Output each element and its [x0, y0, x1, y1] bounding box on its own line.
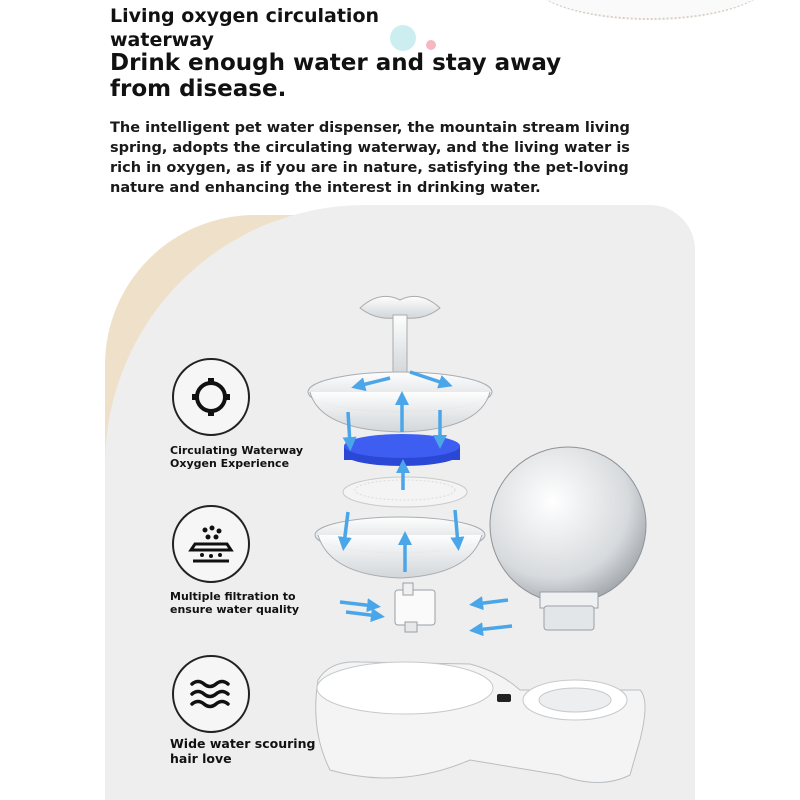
top-tray	[308, 372, 492, 432]
flower-nozzle	[360, 296, 440, 375]
base-bowl	[316, 662, 645, 783]
feature-label-circulation: Circulating Waterway Oxygen Experience	[170, 444, 304, 470]
feature-label-scouring: Wide water scouring hair love	[170, 736, 316, 766]
globe-water-tank	[490, 447, 646, 630]
feature-label-filtration: Multiple filtration to ensure water quality	[170, 590, 300, 616]
headline-primary: Living oxygen circulation waterway	[110, 5, 380, 51]
product-description: The intelligent pet water dispenser, the mountain stream living spring, adopts the circulating waterway, and the living water is rich in oxygen, as if you are in nature, satisfying the pet-loving nature and enhancing the interest in drinking water.	[110, 120, 630, 196]
headline-secondary: Drink enough water and stay away from disease.	[110, 50, 562, 102]
water-pump	[395, 583, 435, 632]
white-filter-disk	[343, 477, 467, 507]
lower-tray	[315, 517, 485, 578]
blue-filter-sponge	[344, 434, 460, 466]
